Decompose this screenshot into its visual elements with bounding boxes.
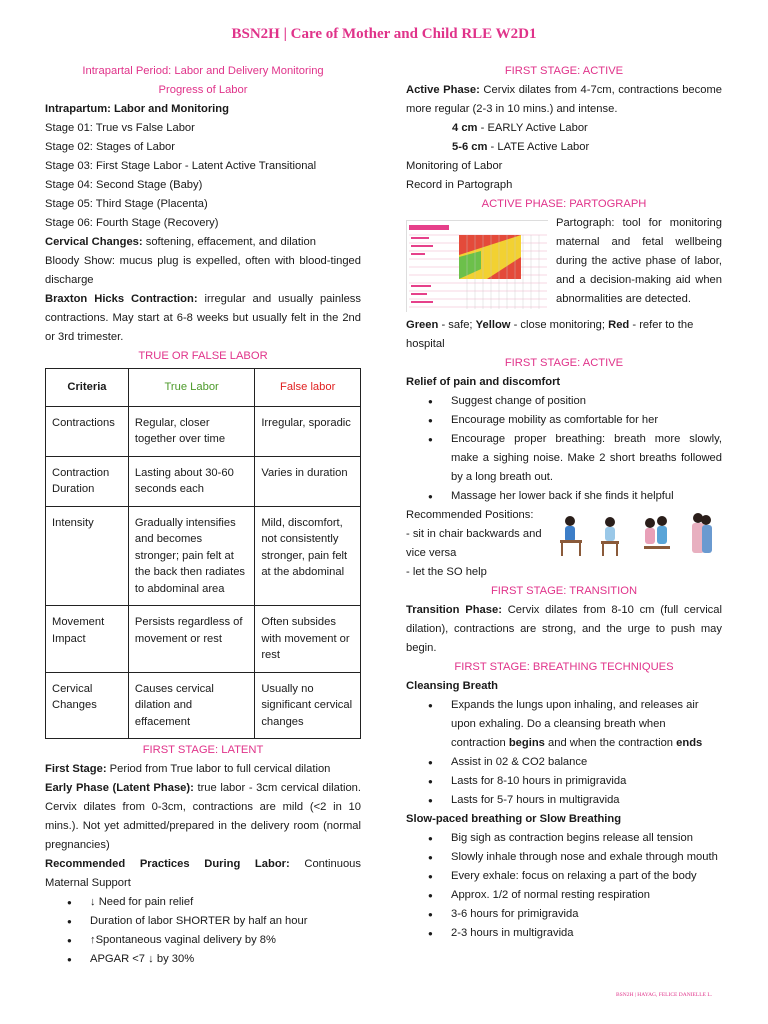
true-false-labor-table bbox=[45, 368, 361, 739]
table-cell: Varies in duration bbox=[255, 456, 361, 506]
list-item: ● Lasts for 8-10 hours in primigravida bbox=[406, 772, 722, 791]
practices-list bbox=[45, 893, 361, 969]
record-line: Record in Partograph bbox=[406, 179, 513, 191]
column-header-criteria: Criteria bbox=[46, 369, 129, 407]
partograph-block bbox=[406, 214, 722, 316]
list-item: ● Massage her lower back if she finds it helpful bbox=[406, 487, 722, 506]
list-item: ● 3-6 hours for primigravida bbox=[406, 905, 722, 924]
partograph-description: Partograph: tool for monitoring maternal and fetal wellbeing during the active phase of labor, and a decision-making aid when abnormalities are detected. bbox=[556, 217, 722, 305]
list-item: ● Assist in 02 & CO2 balance bbox=[406, 753, 722, 772]
section-heading-intrapartal: Intrapartal Period: Labor and Delivery Monitoring bbox=[82, 65, 324, 77]
right-column bbox=[406, 62, 722, 943]
positions-block bbox=[406, 506, 722, 582]
page-title: BSN2H | Care of Mother and Child RLE W2D1 bbox=[231, 26, 537, 42]
bloody-show-paragraph: Bloody Show: mucus plug is expelled, often with blood-tinged discharge bbox=[45, 255, 361, 286]
list-item: ● APGAR <7 ↓ by 30% bbox=[45, 950, 361, 969]
relief-title: Relief of pain and discomfort bbox=[406, 376, 561, 388]
list-item: ● Lasts for 5-7 hours in multigravida bbox=[406, 791, 722, 810]
relief-list bbox=[406, 392, 722, 506]
stage-item: Stage 04: Second Stage (Baby) bbox=[45, 179, 203, 191]
monitoring-line: Monitoring of Labor bbox=[406, 160, 503, 172]
cleansing-list bbox=[406, 696, 722, 810]
position-item: - sit in chair backwards and vice versa bbox=[406, 528, 542, 559]
list-item: ● Suggest change of position bbox=[406, 392, 722, 411]
table-cell: Often subsides with movement or rest bbox=[255, 606, 361, 673]
braxton-hicks-paragraph: Braxton Hicks Contraction: irregular and usually painless contractions. May start at 6-8 weeks but usually felt in the 2nd or 3rd trimester. bbox=[45, 293, 361, 343]
list-item: ● Encourage proper breathing: breath more slowly, make a sighing noise. Make 2 short breaths followed by a long breath out. bbox=[406, 430, 722, 487]
list-item: ● Approx. 1/2 of normal resting respiration bbox=[406, 886, 722, 905]
page-footer: BSN2H | HAYAG, FELICE DANIELLE L. bbox=[616, 992, 713, 998]
list-item: ● 2-3 hours in multigravida bbox=[406, 924, 722, 943]
recommended-practices-paragraph: Recommended Practices During Labor: Continuous Maternal Support bbox=[45, 858, 361, 889]
intrapartum-title: Intrapartum: Labor and Monitoring bbox=[45, 103, 229, 115]
table-row bbox=[46, 406, 361, 456]
stage-item: Stage 02: Stages of Labor bbox=[45, 141, 175, 153]
table-cell: Persists regardless of movement or rest bbox=[128, 606, 254, 673]
stage-item: Stage 03: First Stage Labor - Latent Active Transitional bbox=[45, 160, 317, 172]
color-legend-paragraph: Green - safe; Yellow - close monitoring; Red - refer to the hospital bbox=[406, 319, 694, 350]
table-cell: Lasting about 30-60 seconds each bbox=[128, 456, 254, 506]
position-item: - let the SO help bbox=[406, 566, 487, 578]
list-item: ● Encourage mobility as comfortable for her bbox=[406, 411, 722, 430]
cleansing-title: Cleansing Breath bbox=[406, 680, 499, 692]
slow-breathing-title: Slow-paced breathing or Slow Breathing bbox=[406, 813, 622, 825]
late-active-line: 5-6 cm - LATE Active Labor bbox=[452, 141, 590, 153]
list-item: ● ↑Spontaneous vaginal delivery by 8% bbox=[45, 931, 361, 950]
table-row bbox=[46, 672, 361, 739]
table-row bbox=[46, 456, 361, 506]
active-phase-paragraph: Active Phase: Cervix dilates from 4-7cm, contractions become more regular (2-3 in 10 mins.) and intense. bbox=[406, 84, 723, 115]
list-item: ● ↓ Need for pain relief bbox=[45, 893, 361, 912]
table-cell: Cervical Changes bbox=[46, 672, 129, 739]
first-stage-paragraph: First Stage: Period from True labor to full cervical dilation bbox=[45, 763, 331, 775]
stage-item: Stage 05: Third Stage (Placenta) bbox=[45, 198, 208, 210]
list-item: ● Big sigh as contraction begins release all tension bbox=[406, 829, 722, 848]
table-header-row bbox=[46, 369, 361, 407]
list-item: ● Slowly inhale through nose and exhale through mouth bbox=[406, 848, 722, 867]
stage-item: Stage 06: Fourth Stage (Recovery) bbox=[45, 217, 219, 229]
table-cell: Irregular, sporadic bbox=[255, 406, 361, 456]
table-heading: TRUE OR FALSE LABOR bbox=[138, 350, 268, 362]
list-item: ● Expands the lungs upon inhaling, and releases air upon exhaling. Do a cleansing breath when contraction begins and when the contraction ends bbox=[406, 696, 722, 753]
table-cell: Regular, closer together over time bbox=[128, 406, 254, 456]
partograph-image bbox=[406, 220, 548, 312]
section-heading-relief: FIRST STAGE: ACTIVE bbox=[504, 357, 624, 369]
table-cell: Mild, discomfort, not consistently stronger, pain felt at the abdominal bbox=[255, 506, 361, 606]
stage-item: Stage 01: True vs False Labor bbox=[45, 122, 195, 134]
table-cell: Movement Impact bbox=[46, 606, 129, 673]
positions-illustration bbox=[554, 510, 722, 562]
positions-title: Recommended Positions: bbox=[406, 509, 534, 521]
slow-breathing-list bbox=[406, 829, 722, 943]
table-cell: Contractions bbox=[46, 406, 129, 456]
early-phase-paragraph: Early Phase (Latent Phase): true labor - 3cm cervical dilation. Cervix dilates from 0-3cm, contractions are mild (<2 in 10 mins.). Not yet admitted/prepared in the delivery room (normal pregnancies) bbox=[45, 782, 361, 851]
table-cell: Usually no significant cervical changes bbox=[255, 672, 361, 739]
section-heading-progress: Progress of Labor bbox=[158, 84, 248, 96]
column-header-true-labor: True Labor bbox=[128, 369, 254, 407]
left-column bbox=[45, 62, 361, 969]
section-heading-transition: FIRST STAGE: TRANSITION bbox=[490, 585, 638, 597]
section-heading-latent: FIRST STAGE: LATENT bbox=[142, 744, 264, 756]
transition-paragraph: Transition Phase: Cervix dilates from 8-10 cm (full cervical dilation), contractions are strong, and the urge to push may begin. bbox=[406, 604, 722, 654]
list-item: ● Duration of labor SHORTER by half an hour bbox=[45, 912, 361, 931]
column-header-false-labor: False labor bbox=[255, 369, 361, 407]
table-row bbox=[46, 506, 361, 606]
early-active-line: 4 cm - EARLY Active Labor bbox=[452, 122, 588, 134]
table-row bbox=[46, 606, 361, 673]
table-cell: Intensity bbox=[46, 506, 129, 606]
list-item: ● Every exhale: focus on relaxing a part of the body bbox=[406, 867, 722, 886]
table-cell: Causes cervical dilation and effacement bbox=[128, 672, 254, 739]
table-cell: Contraction Duration bbox=[46, 456, 129, 506]
section-heading-partograph: ACTIVE PHASE: PARTOGRAPH bbox=[481, 198, 647, 210]
section-heading-active: FIRST STAGE: ACTIVE bbox=[504, 65, 624, 77]
table-cell: Gradually intensifies and becomes stronger; pain felt at the back then radiates to abdominal area bbox=[128, 506, 254, 606]
cervical-changes-paragraph: Cervical Changes: softening, effacement, and dilation bbox=[45, 236, 316, 248]
section-heading-breathing: FIRST STAGE: BREATHING TECHNIQUES bbox=[454, 661, 674, 673]
